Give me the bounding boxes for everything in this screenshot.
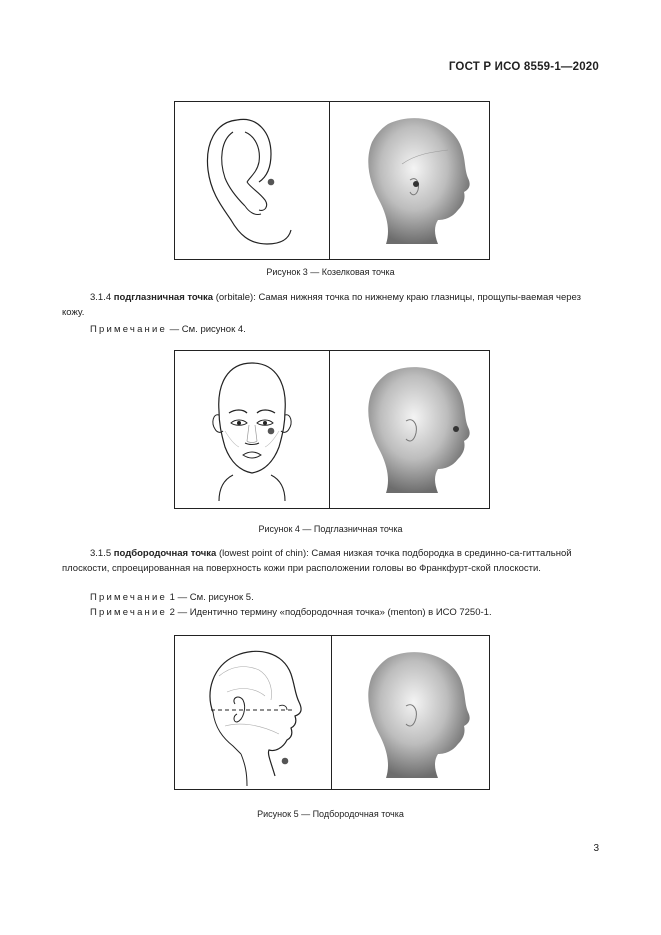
menton-point (282, 758, 289, 765)
head-scan-panel (330, 102, 489, 259)
figure-4-caption: Рисунок 4 — Подглазничная точка (258, 524, 403, 534)
term-3-1-5 (62, 546, 600, 576)
tragion-point-scan (413, 181, 419, 187)
note-3-1-5-1 (90, 591, 254, 605)
note-3-1-5-2 (90, 606, 492, 620)
figure-3 (174, 101, 490, 260)
tragion-point (268, 179, 275, 186)
note-text: 1 — См. рисунок 5. (169, 592, 254, 603)
ear-line-drawing (175, 102, 329, 259)
figure-4 (174, 350, 490, 509)
term-definition: Самая нижняя точка по нижнему краю глазницы, прощупы-ваемая через кожу. (62, 292, 581, 318)
note-text: 2 — Идентично термину «подбородочная точка» (menton) в ИСО 7250-1. (169, 607, 492, 618)
head-3d-scan-image (330, 102, 489, 259)
orbitale-point-scan (453, 426, 459, 432)
face-drawing-panel (175, 351, 329, 508)
document-header: ГОСТ Р ИСО 8559-1—2020 (448, 61, 599, 73)
orbitale-point (268, 428, 275, 435)
term-number: 3.1.5 (90, 548, 112, 559)
note-3-1-4 (90, 323, 246, 337)
page-number: 3 (593, 843, 599, 854)
term-number: 3.1.4 (90, 292, 112, 303)
note-label: Примечание (90, 607, 167, 618)
term-english: (lowest point of chin): (218, 548, 309, 559)
skull-profile-panel (175, 636, 331, 789)
figure-5 (174, 635, 490, 790)
term-name: подбородочная точка (113, 548, 217, 559)
note-label: Примечание (90, 592, 167, 603)
term-english: (orbitale): (215, 292, 256, 303)
term-definition: Самая низкая точка подбородка в срединно-са-гиттальной плоскости, спроецированная на поверхность кожи при расположении головы во Франкфурт-ской плоскости. (62, 548, 572, 574)
head-3d-scan-image (332, 636, 489, 789)
figure-5-caption: Рисунок 5 — Подбородочная точка (257, 809, 404, 819)
term-name: подглазничная точка (113, 292, 214, 303)
head-scan-panel (330, 351, 489, 508)
figure-3-caption: Рисунок 3 — Козелковая точка (266, 267, 395, 277)
face-line-drawing (175, 351, 329, 508)
note-label: Примечание (90, 324, 167, 335)
term-3-1-4 (62, 290, 600, 320)
skull-profile-drawing (175, 636, 331, 789)
head-scan-panel (332, 636, 489, 789)
note-text: — См. рисунок 4. (169, 324, 246, 335)
head-3d-scan-image (330, 351, 489, 508)
ear-drawing-panel (175, 102, 329, 259)
